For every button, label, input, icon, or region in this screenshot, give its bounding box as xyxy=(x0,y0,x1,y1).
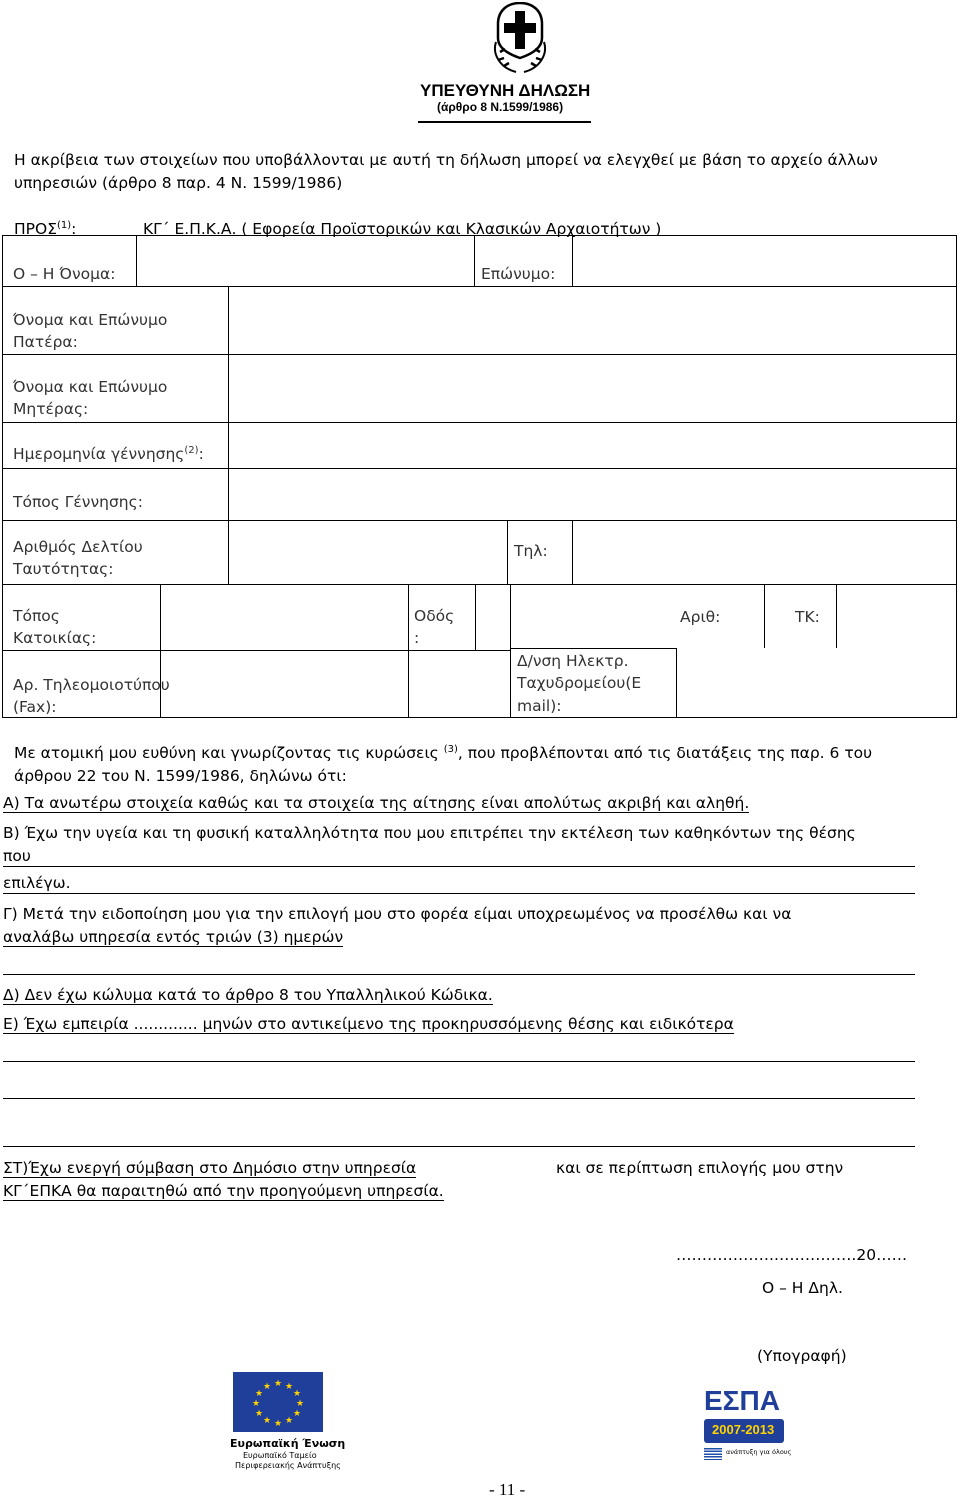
eu-logo-title: Ευρωπαϊκή Ένωση xyxy=(230,1437,346,1450)
email-label: Δ/νση Ηλεκτρ. Ταχυδρομείου(Ε mail): xyxy=(517,652,642,715)
form-row-divider xyxy=(2,286,957,287)
birthdate-label: Ημερομηνία γέννησης$^{(2)}$: xyxy=(13,444,204,463)
greek-flag-icon xyxy=(704,1448,722,1460)
statement-e: Ε) Έχω εμπειρία ............. μηνών στο αντικείμενο της προκηρυσσόμενης θέσης και ειδικότερα xyxy=(3,1015,734,1033)
statement-g-line1: Γ) Μετά την ειδοποίηση μου για την επιλογή μου στο φορέα είμαι υποχρεωμένος να προσέλθω και να xyxy=(3,905,792,923)
svg-text:★: ★ xyxy=(273,1379,283,1389)
form-col-divider xyxy=(474,235,475,286)
statement-st-line2: ΚΓ΄ΕΠΚΑ θα παραιτηθώ από την προηγούμενη υπηρεσία. xyxy=(3,1182,444,1200)
form-col-divider xyxy=(676,648,677,718)
form-col-divider xyxy=(408,584,409,650)
underline-rule xyxy=(3,1061,915,1062)
document-subtitle: (άρθρο 8 Ν.1599/1986) xyxy=(437,100,564,114)
mother-name-label: Όνομα και Επώνυμο Μητέρας: xyxy=(13,378,168,419)
intro-line-2: υπηρεσιών (άρθρο 8 παρ. 4 Ν. 1599/1986) xyxy=(14,174,343,192)
statement-d: Δ) Δεν έχω κώλυμα κατά το άρθρο 8 του Υπαλληλικού Κώδικα. xyxy=(3,986,493,1004)
form-col-divider xyxy=(572,520,573,584)
form-col-divider xyxy=(475,584,476,650)
intro-line-1: Η ακρίβεια των στοιχείων που υποβάλλονται με αυτή τη δήλωση μπορεί να ελεγχθεί με βάση το αρχείο άλλων xyxy=(14,151,878,169)
svg-text:★: ★ xyxy=(284,1416,294,1426)
form-col-divider xyxy=(136,235,137,286)
page-number: - 11 - xyxy=(489,1480,526,1499)
svg-text:★: ★ xyxy=(292,1389,302,1399)
form-col-divider xyxy=(572,235,573,286)
form-row-divider xyxy=(2,650,510,651)
fax-label: Αρ. Τηλεομοιοτύπου (Fax): xyxy=(13,676,170,717)
underline-rule xyxy=(3,893,915,894)
underline-rule xyxy=(3,1146,915,1147)
svg-text:★: ★ xyxy=(262,1382,272,1392)
svg-text:★: ★ xyxy=(262,1416,272,1426)
form-col-divider xyxy=(764,584,765,648)
declaration-intro-cont: άρθρου 22 του Ν. 1599/1986, δηλώνω ότι: xyxy=(14,767,347,785)
surname-label: Επώνυμο: xyxy=(481,265,556,283)
form-col-divider xyxy=(228,520,229,584)
street-label: Οδός : xyxy=(414,607,455,648)
svg-text:★: ★ xyxy=(251,1399,261,1409)
street-number-label: Αριθ: xyxy=(680,608,721,626)
greek-emblem-icon xyxy=(492,2,548,76)
statement-b-line1: Β) Έχω την υγεία και τη φυσική καταλληλότητα που μου επιτρέπει την εκτέλεση των καθηκόντων της θέσης xyxy=(3,824,856,842)
svg-text:★: ★ xyxy=(254,1389,264,1399)
statement-a: Α) Τα ανωτέρω στοιχεία καθώς και τα στοιχεία της αίτησης είναι απολύτως ακριβή και αληθή. xyxy=(3,794,750,812)
form-col-divider xyxy=(408,650,409,718)
form-col-divider xyxy=(836,584,837,648)
postcode-label: ΤΚ: xyxy=(795,608,820,626)
header-underline xyxy=(418,121,591,123)
recipient-label: ΠΡΟΣ$^{(1)}$: xyxy=(14,219,77,238)
phone-label: Τηλ: xyxy=(514,542,548,560)
svg-text:★: ★ xyxy=(273,1419,283,1429)
espa-logo xyxy=(702,1387,790,1465)
espa-logo-tagline: ανάπτυξη για όλους xyxy=(726,1448,792,1456)
form-row-divider xyxy=(510,648,676,649)
form-col-divider xyxy=(507,520,508,584)
recipient-value: ΚΓ΄ Ε.Π.Κ.Α. ( Εφορεία Προϊστορικών και Κλασικών Αρχαιοτήτων ) xyxy=(143,220,662,238)
eu-logo-line3: Περιφερειακής Ανάπτυξης xyxy=(235,1461,341,1470)
eu-flag-logo xyxy=(233,1372,323,1432)
espa-logo-years: 2007-2013 xyxy=(712,1422,775,1437)
form-row-divider xyxy=(2,468,957,469)
svg-text:★: ★ xyxy=(284,1382,294,1392)
declaration-intro: Με ατομική μου ευθύνη και γνωρίζοντας τις κυρώσεις $^{(3)}$, που προβλέπονται από τις διατάξεις της παρ. 6 του xyxy=(14,743,873,762)
form-row-divider xyxy=(2,520,957,521)
declarant-label: Ο – Η Δηλ. xyxy=(762,1279,843,1297)
id-number-label: Αριθμός Δελτίου Ταυτότητας: xyxy=(13,538,143,579)
form-row-divider xyxy=(2,354,957,355)
form-row-divider xyxy=(2,584,957,585)
signature-label: (Υπογραφή) xyxy=(757,1347,847,1365)
signature-date-line: ……………….…………….20…… xyxy=(676,1246,908,1264)
statement-b-line2: που xyxy=(3,847,31,865)
underline-rule xyxy=(3,974,915,975)
espa-logo-text: ΕΣΠΑ xyxy=(704,1385,780,1416)
document-title: ΥΠΕΥΘΥΝΗ ΔΗΛΩΣΗ xyxy=(420,81,591,100)
personal-details-form xyxy=(2,235,957,718)
statement-st-line1: ΣΤ)Έχω ενεργή σύμβαση στο Δημόσιο στην υπηρεσία xyxy=(3,1159,417,1177)
statement-g-line2: αναλάβω υπηρεσία εντός τριών (3) ημερών xyxy=(3,928,344,946)
svg-text:★: ★ xyxy=(254,1409,264,1419)
underline-rule xyxy=(3,866,915,867)
svg-text:★: ★ xyxy=(295,1399,305,1409)
father-name-label: Όνομα και Επώνυμο Πατέρα: xyxy=(13,311,168,352)
form-row-divider xyxy=(2,422,957,423)
residence-label: Τόπος Κατοικίας: xyxy=(13,607,97,648)
eu-logo-line2: Ευρωπαϊκό Ταμείο xyxy=(243,1451,317,1460)
first-name-label: Ο – Η Όνομα: xyxy=(13,265,116,283)
statement-b-line3: επιλέγω. xyxy=(3,874,71,892)
svg-text:★: ★ xyxy=(292,1409,302,1419)
form-col-divider xyxy=(228,286,229,520)
statement-st-line1b: και σε περίπτωση επιλογής μου στην xyxy=(556,1159,844,1177)
form-col-divider xyxy=(510,584,511,718)
underline-rule xyxy=(3,1098,915,1099)
birthplace-label: Τόπος Γέννησης: xyxy=(13,493,143,511)
